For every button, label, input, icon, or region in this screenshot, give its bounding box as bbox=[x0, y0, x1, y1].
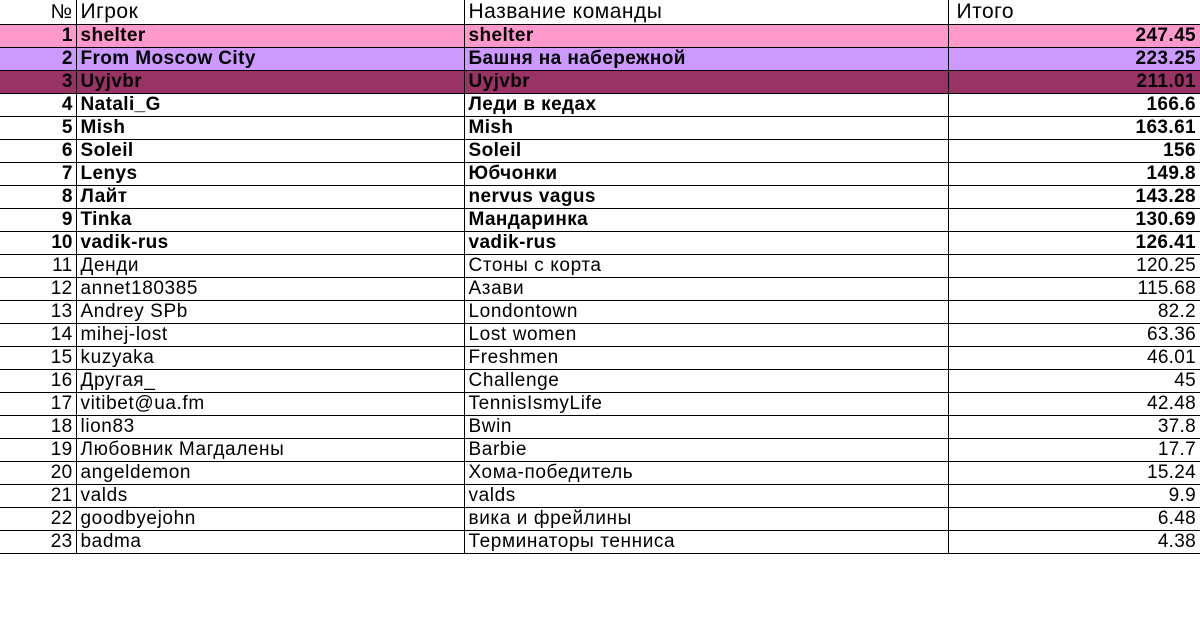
header-total: Итого bbox=[948, 0, 1200, 24]
cell-total: 247.45 bbox=[948, 24, 1200, 47]
cell-total: 115.68 bbox=[948, 277, 1200, 300]
cell-num: 19 bbox=[0, 438, 76, 461]
cell-total: 163.61 bbox=[948, 116, 1200, 139]
table-row bbox=[0, 346, 1200, 369]
cell-player: Mish bbox=[76, 116, 464, 139]
cell-total: 42.48 bbox=[948, 392, 1200, 415]
cell-player: vadik-rus bbox=[76, 231, 464, 254]
cell-total: 9.9 bbox=[948, 484, 1200, 507]
cell-num: 14 bbox=[0, 323, 76, 346]
cell-player: Natali_G bbox=[76, 93, 464, 116]
cell-num: 9 bbox=[0, 208, 76, 231]
table-row bbox=[0, 438, 1200, 461]
cell-total: 4.38 bbox=[948, 530, 1200, 553]
cell-team: Леди в кедах bbox=[464, 93, 948, 116]
cell-total: 45 bbox=[948, 369, 1200, 392]
cell-team: Мандаринка bbox=[464, 208, 948, 231]
cell-total: 46.01 bbox=[948, 346, 1200, 369]
cell-num: 10 bbox=[0, 231, 76, 254]
table-row bbox=[0, 392, 1200, 415]
cell-num: 11 bbox=[0, 254, 76, 277]
table-row bbox=[0, 208, 1200, 231]
header-team: Название команды bbox=[464, 0, 948, 24]
table-row bbox=[0, 507, 1200, 530]
cell-num: 23 bbox=[0, 530, 76, 553]
cell-total: 143.28 bbox=[948, 185, 1200, 208]
cell-player: From Moscow City bbox=[76, 47, 464, 70]
table-row bbox=[0, 231, 1200, 254]
cell-player: kuzyaka bbox=[76, 346, 464, 369]
cell-team: Азави bbox=[464, 277, 948, 300]
cell-team: Bwin bbox=[464, 415, 948, 438]
table-row bbox=[0, 185, 1200, 208]
table-row bbox=[0, 369, 1200, 392]
table-row bbox=[0, 70, 1200, 93]
cell-num: 2 bbox=[0, 47, 76, 70]
cell-total: 82.2 bbox=[948, 300, 1200, 323]
cell-team: Lost women bbox=[464, 323, 948, 346]
cell-num: 18 bbox=[0, 415, 76, 438]
cell-team: Хома-победитель bbox=[464, 461, 948, 484]
cell-num: 12 bbox=[0, 277, 76, 300]
table-row bbox=[0, 254, 1200, 277]
cell-total: 126.41 bbox=[948, 231, 1200, 254]
cell-team: Uyjvbr bbox=[464, 70, 948, 93]
cell-num: 16 bbox=[0, 369, 76, 392]
cell-player: Любовник Магдалены bbox=[76, 438, 464, 461]
cell-num: 3 bbox=[0, 70, 76, 93]
table-row bbox=[0, 415, 1200, 438]
cell-team: shelter bbox=[464, 24, 948, 47]
header-num: № bbox=[0, 0, 76, 24]
cell-player: Lenys bbox=[76, 162, 464, 185]
cell-team: Стоны с корта bbox=[464, 254, 948, 277]
cell-team: вика и фрейлины bbox=[464, 507, 948, 530]
cell-total: 37.8 bbox=[948, 415, 1200, 438]
cell-num: 4 bbox=[0, 93, 76, 116]
cell-num: 7 bbox=[0, 162, 76, 185]
cell-num: 20 bbox=[0, 461, 76, 484]
cell-player: goodbyejohn bbox=[76, 507, 464, 530]
cell-team: Challenge bbox=[464, 369, 948, 392]
cell-team: Терминаторы тенниса bbox=[464, 530, 948, 553]
cell-num: 6 bbox=[0, 139, 76, 162]
cell-total: 166.6 bbox=[948, 93, 1200, 116]
cell-num: 17 bbox=[0, 392, 76, 415]
table-row bbox=[0, 116, 1200, 139]
header-row bbox=[0, 0, 1200, 24]
cell-player: mihej-lost bbox=[76, 323, 464, 346]
cell-num: 1 bbox=[0, 24, 76, 47]
table-row bbox=[0, 323, 1200, 346]
table-row bbox=[0, 93, 1200, 116]
cell-player: Денди bbox=[76, 254, 464, 277]
cell-team: Юбчонки bbox=[464, 162, 948, 185]
cell-team: Башня на набережной bbox=[464, 47, 948, 70]
table-row bbox=[0, 47, 1200, 70]
cell-total: 130.69 bbox=[948, 208, 1200, 231]
cell-total: 63.36 bbox=[948, 323, 1200, 346]
table-row bbox=[0, 162, 1200, 185]
cell-team: valds bbox=[464, 484, 948, 507]
cell-team: vadik-rus bbox=[464, 231, 948, 254]
cell-total: 149.8 bbox=[948, 162, 1200, 185]
cell-team: Londontown bbox=[464, 300, 948, 323]
cell-total: 223.25 bbox=[948, 47, 1200, 70]
cell-player: angeldemon bbox=[76, 461, 464, 484]
cell-player: Лайт bbox=[76, 185, 464, 208]
cell-player: Uyjvbr bbox=[76, 70, 464, 93]
cell-player: badma bbox=[76, 530, 464, 553]
cell-total: 211.01 bbox=[948, 70, 1200, 93]
cell-total: 156 bbox=[948, 139, 1200, 162]
cell-num: 21 bbox=[0, 484, 76, 507]
table-row bbox=[0, 530, 1200, 553]
cell-player: Andrey SPb bbox=[76, 300, 464, 323]
cell-player: Другая_ bbox=[76, 369, 464, 392]
header-player: Игрок bbox=[76, 0, 464, 24]
table-row bbox=[0, 24, 1200, 47]
cell-team: TennisIsmyLife bbox=[464, 392, 948, 415]
cell-num: 5 bbox=[0, 116, 76, 139]
cell-total: 15.24 bbox=[948, 461, 1200, 484]
cell-player: valds bbox=[76, 484, 464, 507]
table-row bbox=[0, 300, 1200, 323]
table-row bbox=[0, 139, 1200, 162]
cell-team: Barbie bbox=[464, 438, 948, 461]
cell-num: 22 bbox=[0, 507, 76, 530]
cell-player: annet180385 bbox=[76, 277, 464, 300]
table-row bbox=[0, 484, 1200, 507]
cell-num: 8 bbox=[0, 185, 76, 208]
cell-num: 13 bbox=[0, 300, 76, 323]
table-body bbox=[0, 24, 1200, 553]
cell-player: Tinka bbox=[76, 208, 464, 231]
cell-player: vitibet@ua.fm bbox=[76, 392, 464, 415]
cell-team: Freshmen bbox=[464, 346, 948, 369]
cell-team: Mish bbox=[464, 116, 948, 139]
cell-player: lion83 bbox=[76, 415, 464, 438]
cell-player: shelter bbox=[76, 24, 464, 47]
table-row bbox=[0, 277, 1200, 300]
cell-team: nervus vagus bbox=[464, 185, 948, 208]
cell-num: 15 bbox=[0, 346, 76, 369]
table-row bbox=[0, 461, 1200, 484]
cell-total: 120.25 bbox=[948, 254, 1200, 277]
cell-total: 17.7 bbox=[948, 438, 1200, 461]
cell-total: 6.48 bbox=[948, 507, 1200, 530]
cell-player: Soleil bbox=[76, 139, 464, 162]
cell-team: Soleil bbox=[464, 139, 948, 162]
